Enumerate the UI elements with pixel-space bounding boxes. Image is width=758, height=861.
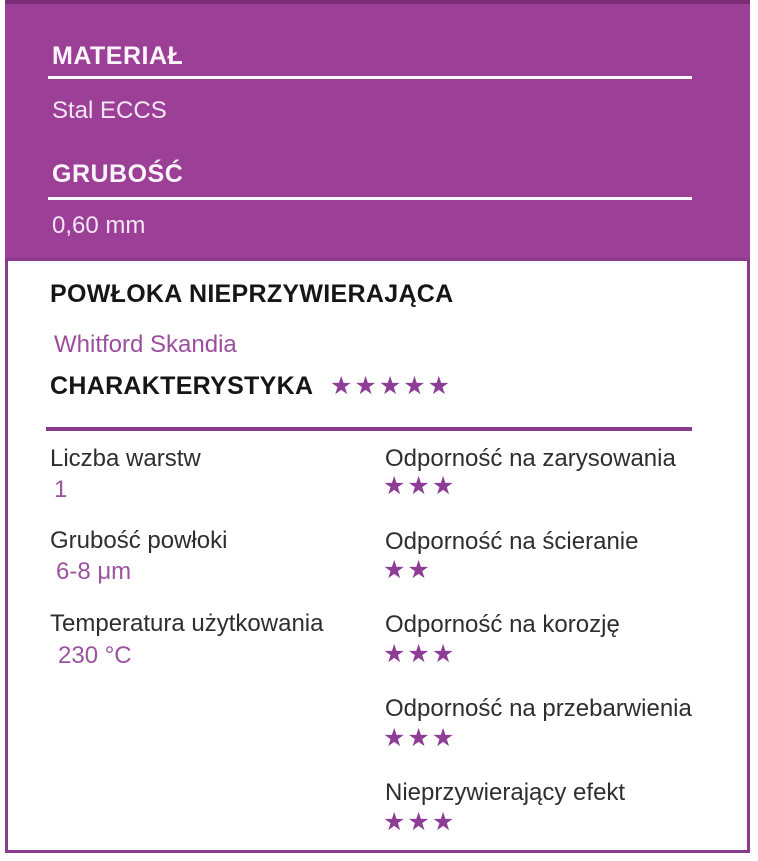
material-value: Stal ECCS [52,97,167,124]
characteristics-divider [46,427,692,431]
spec-stars-abrasion-resistance: ★★ [383,555,432,584]
spec-label-nonstick-effect: Nieprzywierający efekt [385,779,626,806]
characteristics-rating-stars: ★★★★★ [330,371,453,400]
spec-value-usage-temperature: 230 °C [58,642,132,669]
spec-label-discoloration-resistance: Odporność na przebarwienia [385,695,692,722]
spec-value-layers: 1 [54,476,68,503]
spec-stars-corrosion-resistance: ★★★ [383,639,457,668]
thickness-underline [48,197,692,200]
spec-label-abrasion-resistance: Odporność na ścieranie [385,528,639,555]
spec-stars-scratch-resistance: ★★★ [383,471,457,500]
spec-label-scratch-resistance: Odporność na zarysowania [385,445,676,472]
spec-value-coating-thickness: 6-8 μm [56,558,132,585]
characteristics-title: CHARAKTERYSTYKA [50,372,314,400]
thickness-value: 0,60 mm [52,212,146,239]
spec-label-corrosion-resistance: Odporność na korozję [385,611,620,638]
thickness-section-label: GRUBOŚĆ [52,160,184,188]
coating-title: POWŁOKA NIEPRZYWIERAJĄCA [50,280,454,308]
spec-stars-nonstick-effect: ★★★ [383,807,457,836]
coating-brand-name: Whitford Skandia [54,331,237,358]
material-underline [48,76,692,79]
spec-stars-discoloration-resistance: ★★★ [383,723,457,752]
material-section-label: MATERIAŁ [52,42,184,70]
spec-label-coating-thickness: Grubość powłoki [50,527,228,554]
spec-label-usage-temperature: Temperatura użytkowania [50,610,324,637]
spec-label-layers: Liczba warstw [50,445,201,472]
